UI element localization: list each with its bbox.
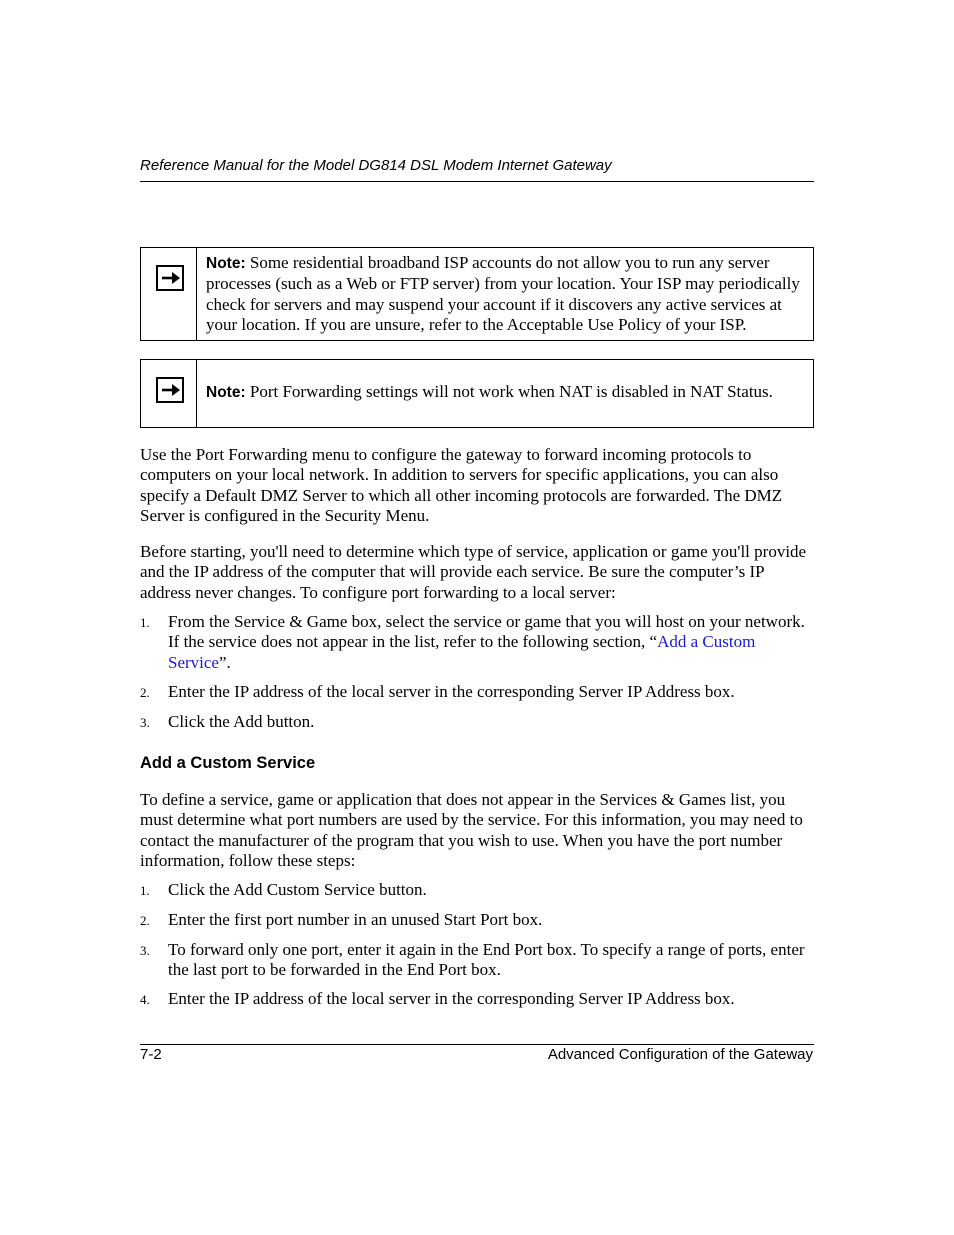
arrow-right-icon [156, 377, 184, 403]
step-number: 2. [140, 685, 150, 700]
step-number: 3. [140, 715, 150, 730]
list-item [140, 880, 815, 902]
footer-rule [140, 1044, 814, 1045]
step-text: Enter the IP address of the local server in the corresponding Server IP Address box. [168, 989, 735, 1008]
step-number: 2. [140, 913, 150, 928]
note-label: Note: [206, 384, 246, 401]
note-label: Note: [206, 255, 246, 272]
arrow-right-icon [156, 265, 184, 291]
list-item [140, 989, 815, 1011]
note-icon-cell [141, 360, 197, 427]
chapter-title: Advanced Configuration of the Gateway [547, 1046, 813, 1063]
step-text: Click the Add Custom Service button. [168, 880, 427, 899]
step-text: Click the Add button. [168, 712, 315, 731]
step-text: Enter the IP address of the local server in the corresponding Server IP Address box. [168, 682, 735, 701]
list-item [140, 940, 815, 982]
section-paragraph: To define a service, game or application that does not appear in the Services & Games list, you must determine what port numbers are used by the service. For this information, you may need to contact the manufacturer of the program that you wish to use. When you have the port number information, follow these steps: [140, 790, 803, 870]
list-item [140, 712, 815, 734]
note-text [206, 253, 807, 335]
step-text-part: From the Service & Game box, select the service or game that you will host on your network. If the service does not appear in the list, refer to the following section, “ [168, 612, 805, 652]
page-number: 7-2 [140, 1046, 162, 1063]
list-item [140, 682, 815, 704]
intro-paragraph: Before starting, you'll need to determine which type of service, application or game you'll provide and the IP address of the computer that will provide each service. Be sure the computer’s IP address never changes. To configure port forwarding to a local server: [140, 542, 807, 602]
list-item [140, 612, 815, 674]
intro-paragraph: Use the Port Forwarding menu to configure the gateway to forward incoming protocols to computers on your local network. In addition to servers for specific applications, you can also specify a Default DMZ Server to which all other incoming protocols are forwarded. The DMZ Server is configured in the Security Menu. [140, 445, 783, 525]
step-text: Enter the first port number in an unused Start Port box. [168, 910, 543, 929]
section-heading: Add a Custom Service [140, 754, 316, 772]
step-text-part: ”. [218, 652, 231, 672]
note-body: Some residential broadband ISP accounts do not allow you to run any server processes (such as a Web or FTP server) from your location. Your ISP may periodically check for servers and may suspend your account if it discovers any active services at your location. If you are unsure, refer to the Acceptable Use Policy of your ISP. [206, 253, 800, 334]
step-number: 1. [140, 883, 150, 898]
note-text [206, 382, 807, 403]
step-text [168, 612, 815, 673]
step-number: 3. [140, 943, 150, 958]
note-icon-cell [141, 248, 197, 340]
note-box [140, 359, 814, 428]
header-rule [140, 181, 814, 182]
running-header: Reference Manual for the Model DG814 DSL Modem Internet Gateway [140, 157, 612, 174]
note-box [140, 247, 814, 341]
note-body: Port Forwarding settings will not work when NAT is disabled in NAT Status. [245, 382, 773, 401]
step-number: 1. [140, 615, 150, 630]
step-text: To forward only one port, enter it again in the End Port box. To specify a range of ports, enter the last port to be forwarded in the End Port box. [168, 940, 805, 980]
step-number: 4. [140, 992, 150, 1007]
list-item [140, 910, 815, 932]
add-custom-service-link[interactable]: Add a Custom Service [168, 632, 756, 672]
